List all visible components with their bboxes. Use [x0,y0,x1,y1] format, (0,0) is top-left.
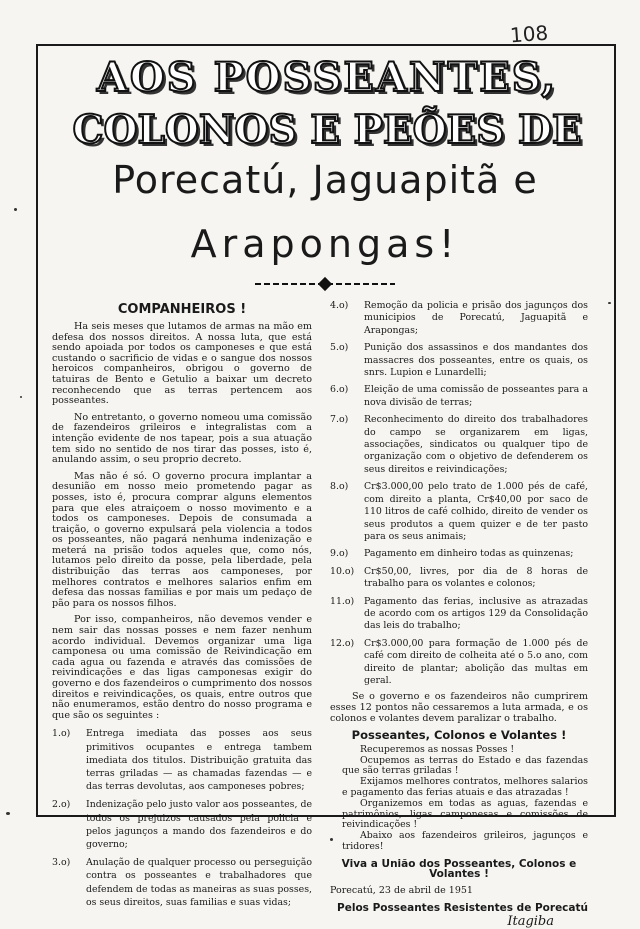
slogan-line: Organizemos em todas as aguas, fazendas e patrimônios, ligas camponesas e comissões de reivindicações ! [342,797,588,831]
demand-text: Pagamento em dinheiro todas as quinzenas; [364,548,574,560]
headline-line-2: COLONOS E PEÕES DE [72,107,582,153]
demand-item [52,856,312,909]
print-speck [14,208,17,211]
print-speck [20,396,22,398]
slogan-line: Exijamos melhores contratos, melhores salarios e pagamento das ferias atuais e das atrazadas ! [342,776,588,798]
demand-number: 9.o) [330,548,349,560]
print-speck [6,812,10,815]
demand-number: 4.o) [330,300,349,311]
demand-item [330,638,588,688]
demand-number: 12.o) [330,637,355,649]
handwritten-signature: Itagiba [507,914,554,929]
print-speck [608,302,611,304]
demand-item [52,727,312,793]
demand-text: Eleição de uma comissão de posseantes para a nova divisão de terras; [364,384,588,408]
demand-number: 8.o) [330,481,349,493]
demand-text: Entrega imediata das posses aos seus primitivos ocupantes e entrega tambem imediata dos titulos. Distribuição gratuita das terras griladas — as chamadas fazendas — e das terras devolutas, aos camponeses pobres; [86,728,312,793]
demand-text: Punição dos assassinos e dos mandantes dos massacres dos posseantes, entre os quais, os snrs. Lupion e Lunardelli; [364,342,588,379]
slogan-line: Abaixo aos fazendeiros grileiros, jagunços e tridores! [342,830,588,852]
demand-item [330,481,588,543]
demand-number: 1.o) [52,728,71,740]
intro-paragraph: No entretanto, o governo nomeou uma comissão de fazendeiros grileiros e integralistas com a intenção evidente de nos tapear, pois a sua atuação tem sido no sentido de nos tirar das posses, isto é, anulando assim, o seu proprio decreto. [52,411,312,466]
dateline: Porecatú, 23 de abril de 1951 [330,884,473,896]
demand-text: Remoção da policia e prisão dos jagunços dos municipios de Porecatú, Jaguapitã e Arapongas; [364,300,588,336]
demand-item [330,566,588,591]
left-column [52,322,312,914]
demand-text: Anulação de qualquer processo ou perseguição contra os posseantes e trabalhadores que defendem de todas as maneiras as suas posses, os seus direitos, suas familias e suas vidas; [86,857,312,908]
intro-paragraph: Por isso, companheiros, não devemos vender e nem sair das nossas posses e nem fazer nenhum acordo individual. Devemos organizar uma liga camponesa ou uma comissão de Reivindicação em cada agua ou fazenda e através das comissões de reivindicações e das ligas camponesas exigir do governo e dos fazendeiros o cumprimento dos nossos direitos e reivindicações, os quais, entre outros que não enumeramos, estão dentro do nosso programa e que são os seguintes : [52,614,312,721]
demand-text: Indenização pelo justo valor aos posseantes, de todos os prejuizos causados pela policia e pelos jagunços a mando dos fazendeiros e do governo; [86,799,312,850]
demand-number: 2.o) [52,799,71,811]
print-speck [330,838,333,841]
demand-number: 6.o) [330,384,349,396]
headline-line-4: Arapongas! [190,222,460,266]
demand-item [330,548,588,560]
closing-paragraph: Se o governo e os fazendeiros não cumprirem esses 12 pontos não cessaremos a luta armada, e os colonos e volantes devem paralizar o trabalho. [330,691,588,724]
right-column [330,300,588,928]
demand-number: 5.o) [330,342,349,354]
demand-item [52,798,312,851]
intro-paragraph: Ha seis meses que lutamos de armas na mão em defesa dos nossos direitos. A nossa luta, que está sendo apoiada por todos os camponeses e que está custando o sacrificio de vidas e o sangue dos nossos heroicos companheiros, obrigou o governo de tatuiras de Bento e Getulio a baixar um decreto reconhecendo que as terras pertencem aos posseantes. [52,321,312,407]
demand-number: 11.o) [330,595,355,607]
demand-text: Reconhecimento do direito dos trabalhadores do campo se organizarem em ligas, associações, sindicatos ou qualquer tipo de organização com o objetivo de defenderem os seus direitos e reivindicações; [364,414,588,475]
slogan-line: Recuperemos as nossas Posses ! [360,743,515,755]
viva-slogan: Viva a União dos Posseantes, Colonos e Volantes ! [341,857,577,881]
demand-item [330,342,588,379]
demand-text: Cr$50,00, livres, por dia de 8 horas de trabalho para os volantes e colonos; [364,565,588,590]
demand-item [330,384,588,409]
intro-paragraph: Mas não é só. O governo procura implantar a desunião em nosso meio prometendo pagar as posses, isto é, procura comprar alguns elementos para que eles atraiçoem o nosso movimento e a todos os camponeses. Depois de consumada a traição, o governo expulsará pela violencia a todos os posseantes, não pagará nenhuma indenização e meterá na prisão todos aqueles que, como nós, lutamos pelo direito da posse, pela liberdade, pela distribuição das terras aos camponeses, por melhores contratos e melhores salarios enfim em defesa das nossas familias e por mais um pedaço de pão para os nossos filhos. [52,470,312,609]
demand-number: 7.o) [330,414,349,426]
demand-text: Cr$3.000,00 pelo trato de 1.000 pés de café, com direito a planta, Cr$40,00 por saco de 110 litros de café colhido, direito de vender os seus produtos a quem quizer e de ter pasto para os seus animais; [364,481,588,542]
demand-text: Pagamento das ferias, inclusive as atrazadas de acordo com os artigos 129 da Consolidação das leis do trabalho; [364,595,588,632]
page-number: 108 [509,20,549,48]
demand-number: 3.o) [52,857,71,869]
demands-list-left [52,727,312,909]
section-title: COMPANHEIROS ! [117,302,247,317]
slogan-list [330,745,588,853]
demand-item [330,596,588,633]
demands-list-right [330,300,588,687]
demand-number: 10.o) [330,565,355,577]
demand-text: Cr$3.000,00 para formação de 1.000 pés de café com direito de colheita até o 5.o ano, com direito de plantar; abolição das multas em geral. [364,637,588,686]
headline-line-3: Porecatú, Jaguapitã e [112,158,538,202]
call-heading: Posseantes, Colonos e Volantes ! [351,728,567,743]
headline-line-1: AOS POSSEANTES, [96,54,558,101]
demand-item [330,414,588,476]
demand-item [330,300,588,337]
slogan-line: Ocupemos as terras do Estado e das fazendas que são terras griladas ! [342,754,588,777]
signed-by: Pelos Posseantes Resistentes de Porecatú [337,901,588,914]
